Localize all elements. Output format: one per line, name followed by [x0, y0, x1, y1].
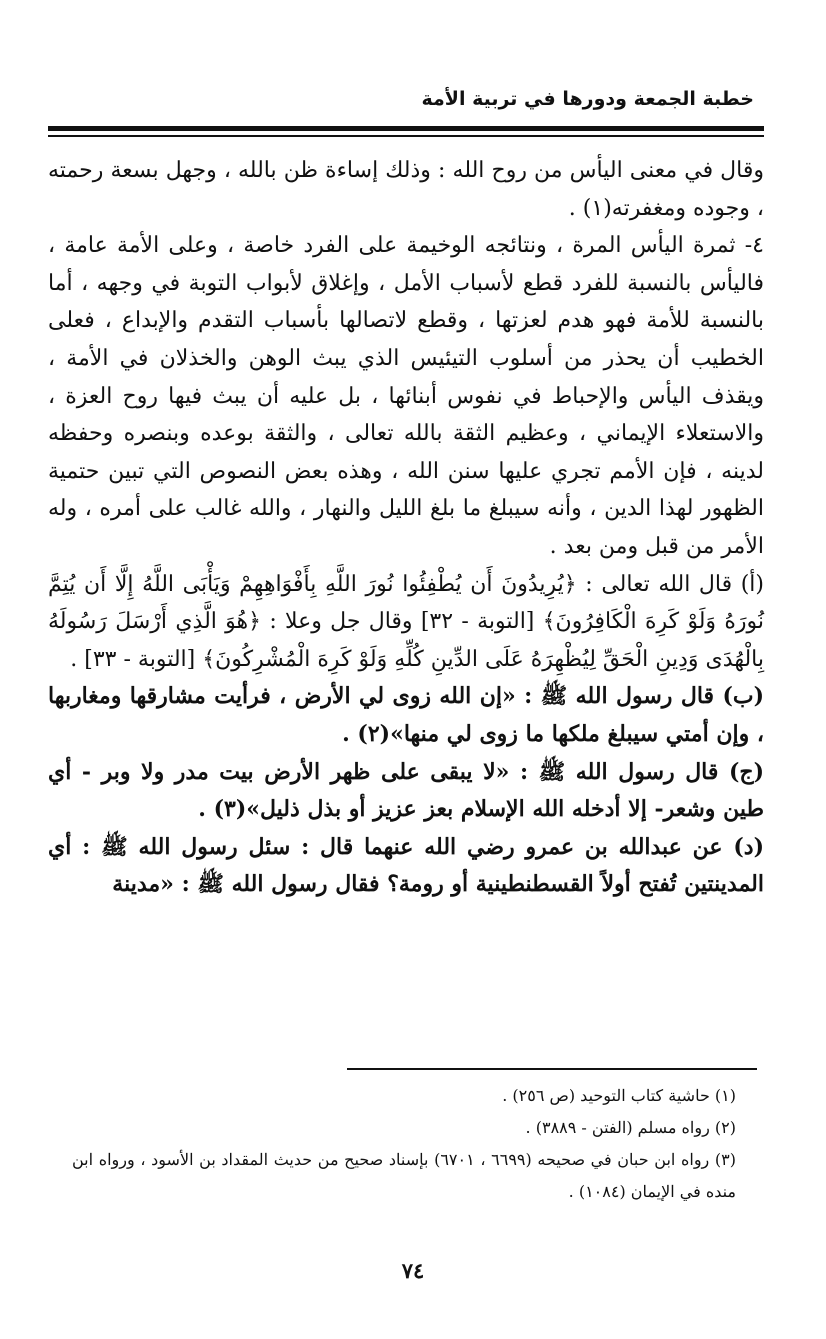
footnote-3: (٣) رواه ابن حبان في صحيحه (٦٦٩٩ ، ٦٧٠١) بإسناد صحيح من حديث المقداد بن الأسود ، ورواه ابن منده في الإيمان (١٠٨٤) .: [72, 1150, 736, 1201]
footnote-2: (٢) رواه مسلم (الفتن - ٣٨٨٩) .: [525, 1118, 736, 1137]
footnotes: [72, 1080, 736, 1208]
paragraph-hadith-b: (ب) قال رسول الله ﷺ : «إن الله زوى لي الأرض ، فرأيت مشارقها ومغاربها ، وإن أمتي سيبلغ ملكها ما زوى لي منها»(٢) .: [48, 683, 764, 747]
header-rule-thick: [48, 126, 764, 131]
running-header-title: خطبة الجمعة ودورها في تربية الأمة: [421, 88, 754, 110]
paragraph-hadith-c: (ج) قال رسول الله ﷺ : «لا يبقى على ظهر الأرض بيت مدر ولا وبر - أي طين وشعر- إلا أدخله الله الإسلام بعز عزيز أو بذل ذليل»(٣) .: [48, 758, 764, 823]
footnote-separator: [347, 1068, 757, 1070]
main-text: [48, 152, 764, 904]
page-number: ٧٤: [401, 1258, 425, 1283]
header-rule-thin: [48, 135, 764, 137]
footnote-1: (١) حاشية كتاب التوحيد (ص ٢٥٦) .: [502, 1086, 736, 1105]
paragraph-quran-verses: (أ) قال الله تعالى : ﴿يُرِيدُونَ أَن يُطْفِئُوا نُورَ اللَّهِ بِأَفْوَاهِهِمْ وَيَأْبَى اللَّهُ إِلَّا أَن يُتِمَّ نُورَهُ وَلَوْ كَرِهَ الْكَافِرُونَ﴾ [التوبة - ٣٢] وقال جل وعلا : ﴿هُوَ الَّذِي أَرْسَلَ رَسُولَهُ بِالْهُدَى وَدِينِ الْحَقِّ لِيُظْهِرَهُ عَلَى الدِّينِ كُلِّهِ وَلَوْ كَرِهَ الْمُشْرِكُونَ﴾ [التوبة - ٣٣] .: [48, 571, 764, 672]
paragraph-hadith-d: (د) عن عبدالله بن عمرو رضي الله عنهما قال : سئل رسول الله ﷺ : أي المدينتين تُفتح أولاً القسطنطينية أو رومة؟ فقال رسول الله ﷺ : «مدينة: [48, 833, 764, 898]
paragraph-fruit-of-despair: ٤- ثمرة اليأس المرة ، ونتائجه الوخيمة على الفرد خاصة ، وعلى الأمة عامة ، فاليأس بالنسبة للفرد قطع لأسباب الأمل ، وإغلاق لأبواب التوبة في وجهه ، أما بالنسبة للأمة فهو هدم لعزتها ، وقطع لاتصالها بأسباب التقدم والإبداع ، فعلى الخطيب أن يحذر من أسلوب التيئيس الذي يبث الوهن والخذلان في الأمة ، ويقذف اليأس والإحباط في نفوس أبنائها ، بل عليه أن يبث فيها روح العزة ، والاستعلاء الإيماني ، وعظيم الثقة بالله تعالى ، والثقة بوعده وبنصره وحفظه لدينه ، فإن الأمم تجري عليها سنن الله ، وهذه بعض النصوص التي تبين حتمية الظهور لهذا الدين ، وأنه سيبلغ ما بلغ الليل والنهار ، والله غالب على أمره ، وله الأمر من قبل ومن بعد .: [48, 233, 764, 559]
paragraph-despair-meaning: وقال في معنى اليأس من روح الله : وذلك إساءة ظن بالله ، وجهل بسعة رحمته ، وجوده ومغفرته(١) .: [48, 158, 764, 221]
